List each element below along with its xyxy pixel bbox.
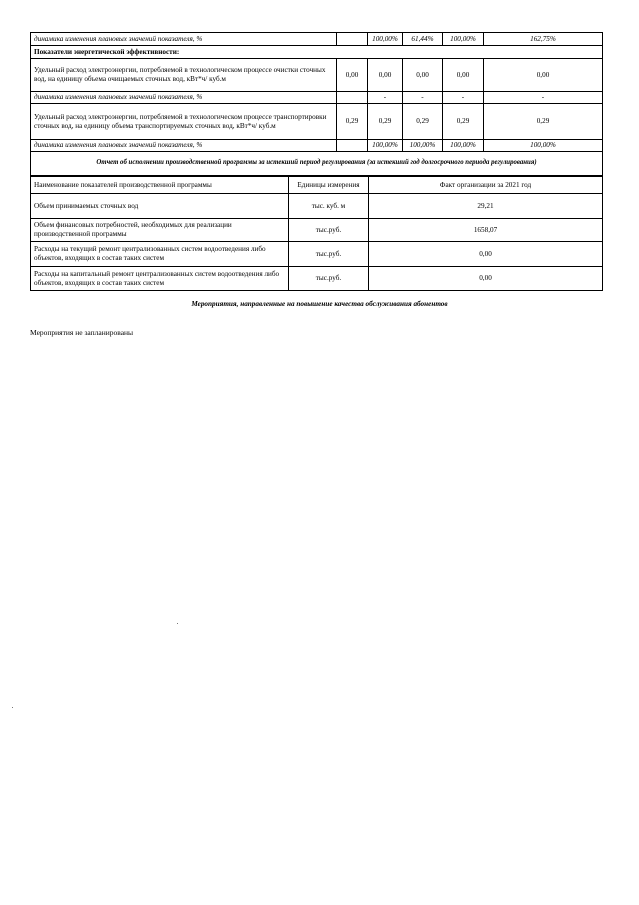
value-cell: 100,00% — [443, 140, 484, 152]
value-cell: - — [484, 92, 603, 104]
table-row — [31, 242, 603, 267]
value-cell: - — [368, 92, 403, 104]
measures-title: Мероприятия, направленные на повышение качества обслуживания абонентов — [191, 300, 448, 308]
row-label: Удельный расход электроэнергии, потребляемой в технологическом процессе очистки сточных вод, на единицу объема очищаемых сточных вод, кВт*ч/ куб.м — [31, 59, 337, 92]
report-title-row — [31, 152, 603, 176]
value-cell: 0,29 — [484, 104, 603, 140]
indicator-fact: 1658,07 — [369, 219, 603, 242]
value-cell: 162,75% — [484, 33, 603, 46]
scan-speck — [177, 623, 178, 624]
measures-text: Мероприятия не запланированы — [30, 328, 134, 337]
value-cell: 0,00 — [337, 59, 368, 92]
indicator-unit: тыс. куб. м — [289, 194, 369, 219]
energy-indicators-table — [30, 32, 603, 176]
indicator-fact: 29,21 — [369, 194, 603, 219]
scan-speck — [12, 707, 13, 708]
table-row — [31, 267, 603, 291]
table-row — [31, 219, 603, 242]
value-cell: 0,29 — [337, 104, 368, 140]
value-cell: - — [403, 92, 443, 104]
value-cell: 100,00% — [484, 140, 603, 152]
header-name: Наименование показателей производственной программы — [31, 177, 289, 194]
value-cell: - — [443, 92, 484, 104]
value-cell: 0,00 — [403, 59, 443, 92]
value-cell: 100,00% — [368, 140, 403, 152]
value-cell: 0,29 — [443, 104, 484, 140]
header-unit: Единицы измерения — [289, 177, 369, 194]
indicator-name: Расходы на текущий ремонт централизованных систем водоотведения либо объектов, входящих в состав таких систем — [31, 242, 289, 267]
value-cell: 61,44% — [403, 33, 443, 46]
row-label: динамика изменения плановых значений показателя, % — [31, 33, 337, 46]
production-program-table — [30, 176, 603, 291]
table-row — [31, 104, 603, 140]
table-header-row — [31, 177, 603, 194]
value-cell: 0,00 — [368, 59, 403, 92]
indicator-fact: 0,00 — [369, 267, 603, 291]
value-cell: 0,29 — [368, 104, 403, 140]
value-cell: 0,00 — [443, 59, 484, 92]
value-cell — [337, 33, 368, 46]
row-label: динамика изменения плановых значений показателя, % — [31, 140, 337, 152]
table-row — [31, 59, 603, 92]
table-row — [31, 92, 603, 104]
section-heading: Показатели энергетической эффективности: — [31, 46, 603, 59]
indicator-name: Объем финансовых потребностей, необходимых для реализации производственной программы — [31, 219, 289, 242]
value-cell: 100,00% — [368, 33, 403, 46]
table-row — [31, 194, 603, 219]
indicator-unit: тыс.руб. — [289, 267, 369, 291]
value-cell: 0,29 — [403, 104, 443, 140]
value-cell — [337, 140, 368, 152]
section-row — [31, 46, 603, 59]
row-label: динамика изменения плановых значений показателя, % — [31, 92, 337, 104]
report-title: Отчет об исполнении производственной программы за истекший период регулирования (за истекший год долгосрочного периода регулирования) — [31, 152, 603, 176]
indicator-unit: тыс.руб. — [289, 219, 369, 242]
indicator-fact: 0,00 — [369, 242, 603, 267]
header-fact: Факт организации за 2021 год — [369, 177, 603, 194]
indicator-name: Объем принимаемых сточных вод — [31, 194, 289, 219]
indicator-name: Расходы на капитальный ремонт централизованных систем водоотведения либо объектов, входящих в состав таких систем — [31, 267, 289, 291]
value-cell: 100,00% — [403, 140, 443, 152]
value-cell — [337, 92, 368, 104]
value-cell: 100,00% — [443, 33, 484, 46]
indicator-unit: тыс.руб. — [289, 242, 369, 267]
value-cell: 0,00 — [484, 59, 603, 92]
row-label: Удельный расход электроэнергии, потребляемой в технологическом процессе транспортировки сточных вод, на единицу объема транспортируемых сточных вод, кВт*ч/ куб.м — [31, 104, 337, 140]
table-row — [31, 33, 603, 46]
table-row — [31, 140, 603, 152]
